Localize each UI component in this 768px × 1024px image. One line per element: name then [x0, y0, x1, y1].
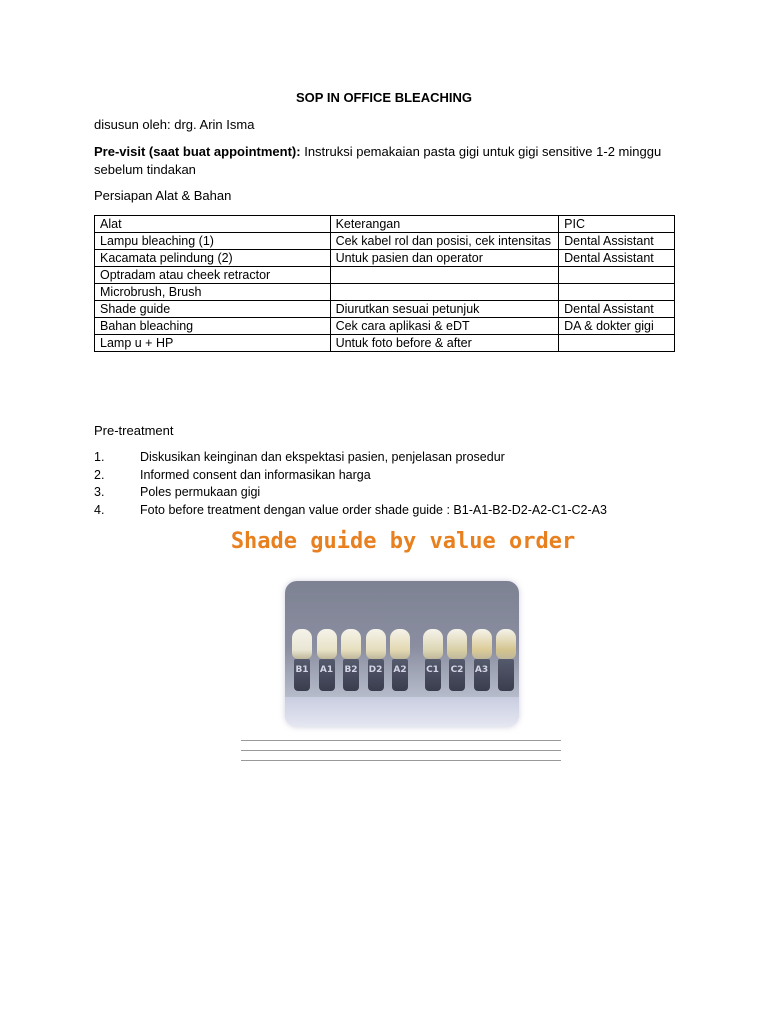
scale-row — [241, 750, 561, 761]
cell-pic: Dental Assistant — [559, 250, 675, 267]
header-keterangan: Keterangan — [330, 216, 559, 233]
header-alat: Alat — [95, 216, 331, 233]
shade-tab-label: D2 — [368, 665, 383, 675]
tab-stem — [392, 659, 408, 691]
scale-cell — [507, 741, 525, 750]
scale-cell — [418, 751, 436, 760]
scale-cell — [436, 741, 454, 750]
cell-alat: Microbrush, Brush — [95, 284, 331, 301]
table-row — [95, 267, 675, 284]
tab-stem — [343, 659, 359, 691]
scale-cell — [293, 741, 311, 750]
scale-cell — [490, 741, 508, 750]
cell-keterangan: Cek cara aplikasi & eDT — [330, 318, 559, 335]
cell-alat: Bahan bleaching — [95, 318, 331, 335]
scale-cell — [525, 741, 543, 750]
scale-cell — [472, 741, 490, 750]
tab-stem — [368, 659, 384, 691]
shade-tab — [316, 629, 338, 691]
table-row — [95, 301, 675, 318]
shade-tab — [471, 629, 493, 691]
scale-cell — [490, 751, 508, 760]
step-text: Foto before treatment dengan value order shade guide : B1-A1-B2-D2-A2-C1-C2-A3 — [140, 502, 607, 517]
cell-keterangan: Untuk pasien dan operator — [330, 250, 559, 267]
step-number: 2. — [94, 467, 105, 482]
cell-alat: Kacamata pelindung (2) — [95, 250, 331, 267]
scale-cell — [347, 751, 365, 760]
scale-row-head — [241, 741, 275, 750]
persiapan-heading: Persiapan Alat & Bahan — [94, 188, 232, 203]
cell-alat: Optradam atau cheek retractor — [95, 267, 331, 284]
value-scale-table — [241, 740, 561, 761]
shade-guide-photo — [285, 581, 519, 727]
scale-cell — [436, 751, 454, 760]
cell-keterangan — [330, 267, 559, 284]
shade-tab — [291, 629, 313, 691]
tooth-sample — [390, 629, 410, 659]
header-pic: PIC — [559, 216, 675, 233]
list-item — [94, 467, 607, 485]
scale-cell — [400, 741, 418, 750]
cell-alat: Lamp u + HP — [95, 335, 331, 352]
scale-cell — [472, 751, 490, 760]
scale-cell — [329, 751, 347, 760]
tooth-sample — [341, 629, 361, 659]
equipment-table — [94, 215, 675, 352]
shade-tab — [389, 629, 411, 691]
shade-tab-label: B1 — [295, 665, 309, 675]
cell-pic: DA & dokter gigi — [559, 318, 675, 335]
tab-stem — [319, 659, 335, 691]
shade-tab-label: A3 — [474, 665, 489, 675]
list-item — [94, 502, 607, 520]
list-item — [94, 484, 607, 502]
tab-stem — [294, 659, 310, 691]
table-header-row — [95, 216, 675, 233]
cell-keterangan: Diurutkan sesuai petunjuk — [330, 301, 559, 318]
shade-tab — [365, 629, 387, 691]
previsit-paragraph — [94, 143, 674, 179]
shade-tab — [446, 629, 468, 691]
cell-pic — [559, 284, 675, 301]
cell-pic: Dental Assistant — [559, 233, 675, 250]
step-text: Poles permukaan gigi — [140, 485, 261, 499]
photo-base — [285, 697, 519, 727]
author-line: disusun oleh: drg. Arin Isma — [94, 117, 255, 132]
cell-alat: Lampu bleaching (1) — [95, 233, 331, 250]
step-text: Diskusikan keinginan dan ekspektasi pasien, penjelasan prosedur — [140, 450, 505, 464]
table-row — [95, 284, 675, 301]
scale-cell — [311, 751, 329, 760]
scale-row-head — [241, 751, 275, 760]
tab-stem — [425, 659, 441, 691]
scale-cell — [364, 741, 382, 750]
scale-cell — [543, 741, 561, 750]
cell-keterangan: Cek kabel rol dan posisi, cek intensitas — [330, 233, 559, 250]
scale-row — [241, 740, 561, 750]
scale-cell — [418, 741, 436, 750]
page-title: SOP IN OFFICE BLEACHING — [296, 90, 472, 105]
cell-pic: Dental Assistant — [559, 301, 675, 318]
shade-tab — [340, 629, 362, 691]
previsit-text: Instruksi pemakaian pasta gigi untuk gigi sensitive 1-2 minggu sebelum tindakan — [94, 144, 662, 177]
tooth-sample — [366, 629, 386, 659]
scale-cell — [347, 741, 365, 750]
scale-cell — [454, 741, 472, 750]
tooth-sample — [496, 629, 516, 659]
figure-title: Shade guide by value order — [230, 529, 576, 554]
shade-tab-label: A1 — [319, 665, 334, 675]
shade-tab-label: C2 — [450, 665, 464, 675]
tooth-sample — [472, 629, 492, 659]
step-number: 4. — [94, 502, 105, 517]
scale-cell — [364, 751, 382, 760]
step-number: 1. — [94, 450, 105, 464]
step-number: 3. — [94, 485, 105, 499]
cell-alat: Shade guide — [95, 301, 331, 318]
tooth-sample — [292, 629, 312, 659]
shade-tab-label: C1 — [426, 665, 439, 675]
step-text: Informed consent dan informasikan harga — [140, 467, 371, 482]
tooth-sample — [447, 629, 467, 659]
cell-pic — [559, 267, 675, 284]
cell-keterangan — [330, 284, 559, 301]
tooth-sample — [317, 629, 337, 659]
table-row — [95, 335, 675, 352]
tab-stem — [498, 659, 514, 691]
list-item — [94, 449, 607, 467]
cell-pic — [559, 335, 675, 352]
scale-cell — [382, 741, 400, 750]
scale-cell — [329, 741, 347, 750]
shade-tab-label: A2 — [393, 665, 407, 675]
tab-stem — [474, 659, 490, 691]
pretreatment-steps — [94, 449, 607, 519]
pretreatment-heading: Pre-treatment — [94, 423, 174, 438]
shade-tab-label: B2 — [344, 665, 358, 675]
table-row — [95, 250, 675, 267]
cell-keterangan: Untuk foto before & after — [330, 335, 559, 352]
scale-cell — [275, 741, 293, 750]
shade-guide-figure — [153, 525, 651, 787]
table-row — [95, 233, 675, 250]
scale-cell — [454, 751, 472, 760]
scale-cell — [525, 751, 543, 760]
scale-cell — [382, 751, 400, 760]
scale-cell — [293, 751, 311, 760]
scale-cell — [507, 751, 525, 760]
shade-tab — [495, 629, 517, 691]
scale-cell — [311, 741, 329, 750]
scale-cell — [275, 751, 293, 760]
tab-stem — [449, 659, 465, 691]
scale-cell — [543, 751, 561, 760]
tooth-sample — [423, 629, 443, 659]
previsit-label: Pre-visit (saat buat appointment): — [94, 144, 301, 159]
table-row — [95, 318, 675, 335]
scale-cell — [400, 751, 418, 760]
shade-tab — [422, 629, 444, 691]
